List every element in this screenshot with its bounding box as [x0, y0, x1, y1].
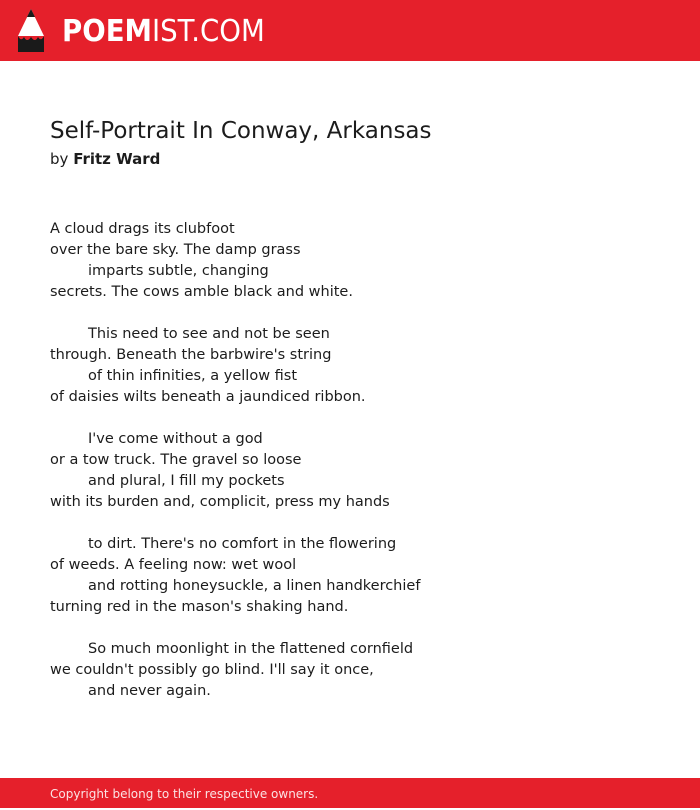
- poem-stanza: [50, 219, 650, 303]
- logo-light: IST.COM: [152, 14, 265, 49]
- poem-line: or a tow truck. The gravel so loose: [50, 452, 302, 468]
- poem-line: and plural, I fill my pockets: [88, 473, 285, 489]
- poem-line: we couldn't possibly go blind. I'll say it once,: [50, 662, 374, 678]
- poem-line: to dirt. There's no comfort in the flowering: [88, 536, 397, 552]
- site-footer: [0, 778, 700, 808]
- pencil-tip-icon: [17, 9, 45, 52]
- poem-line: I've come without a god: [88, 431, 263, 447]
- poem-stanza: [50, 429, 650, 513]
- poem-line: So much moonlight in the flattened cornfield: [88, 641, 414, 657]
- poem-body: [50, 219, 650, 723]
- poem-line: and never again.: [88, 683, 211, 699]
- poem-line: A cloud drags its clubfoot: [50, 221, 235, 237]
- poem-line: of daisies wilts beneath a jaundiced ribbon.: [50, 389, 366, 405]
- poem-stanza: [50, 324, 650, 408]
- logo-bold: POEM: [62, 14, 153, 49]
- poem-line: through. Beneath the barbwire's string: [50, 347, 332, 363]
- poem-line: over the bare sky. The damp grass: [50, 242, 301, 258]
- poem-line: imparts subtle, changing: [88, 263, 269, 279]
- poem-stanza: [50, 639, 650, 702]
- poem-line: secrets. The cows amble black and white.: [50, 284, 353, 300]
- poem-line: This need to see and not be seen: [88, 326, 330, 342]
- poem-title: Self-Portrait In Conway, Arkansas: [50, 118, 432, 144]
- by-label: by: [50, 150, 69, 168]
- poem-line: with its burden and, complicit, press my hands: [50, 494, 390, 510]
- poem-line: and rotting honeysuckle, a linen handkerchief: [88, 578, 421, 594]
- poem-byline: [50, 149, 160, 169]
- poem-line: of weeds. A feeling now: wet wool: [50, 557, 297, 573]
- poem-stanza: [50, 534, 650, 618]
- site-logo-text: [62, 12, 265, 52]
- copyright-text: Copyright belong to their respective owners.: [50, 787, 319, 801]
- poem-line: of thin infinities, a yellow fist: [88, 368, 298, 384]
- poem-line: turning red in the mason's shaking hand.: [50, 599, 349, 615]
- site-header: [0, 0, 700, 61]
- author-link[interactable]: Fritz Ward: [73, 150, 161, 168]
